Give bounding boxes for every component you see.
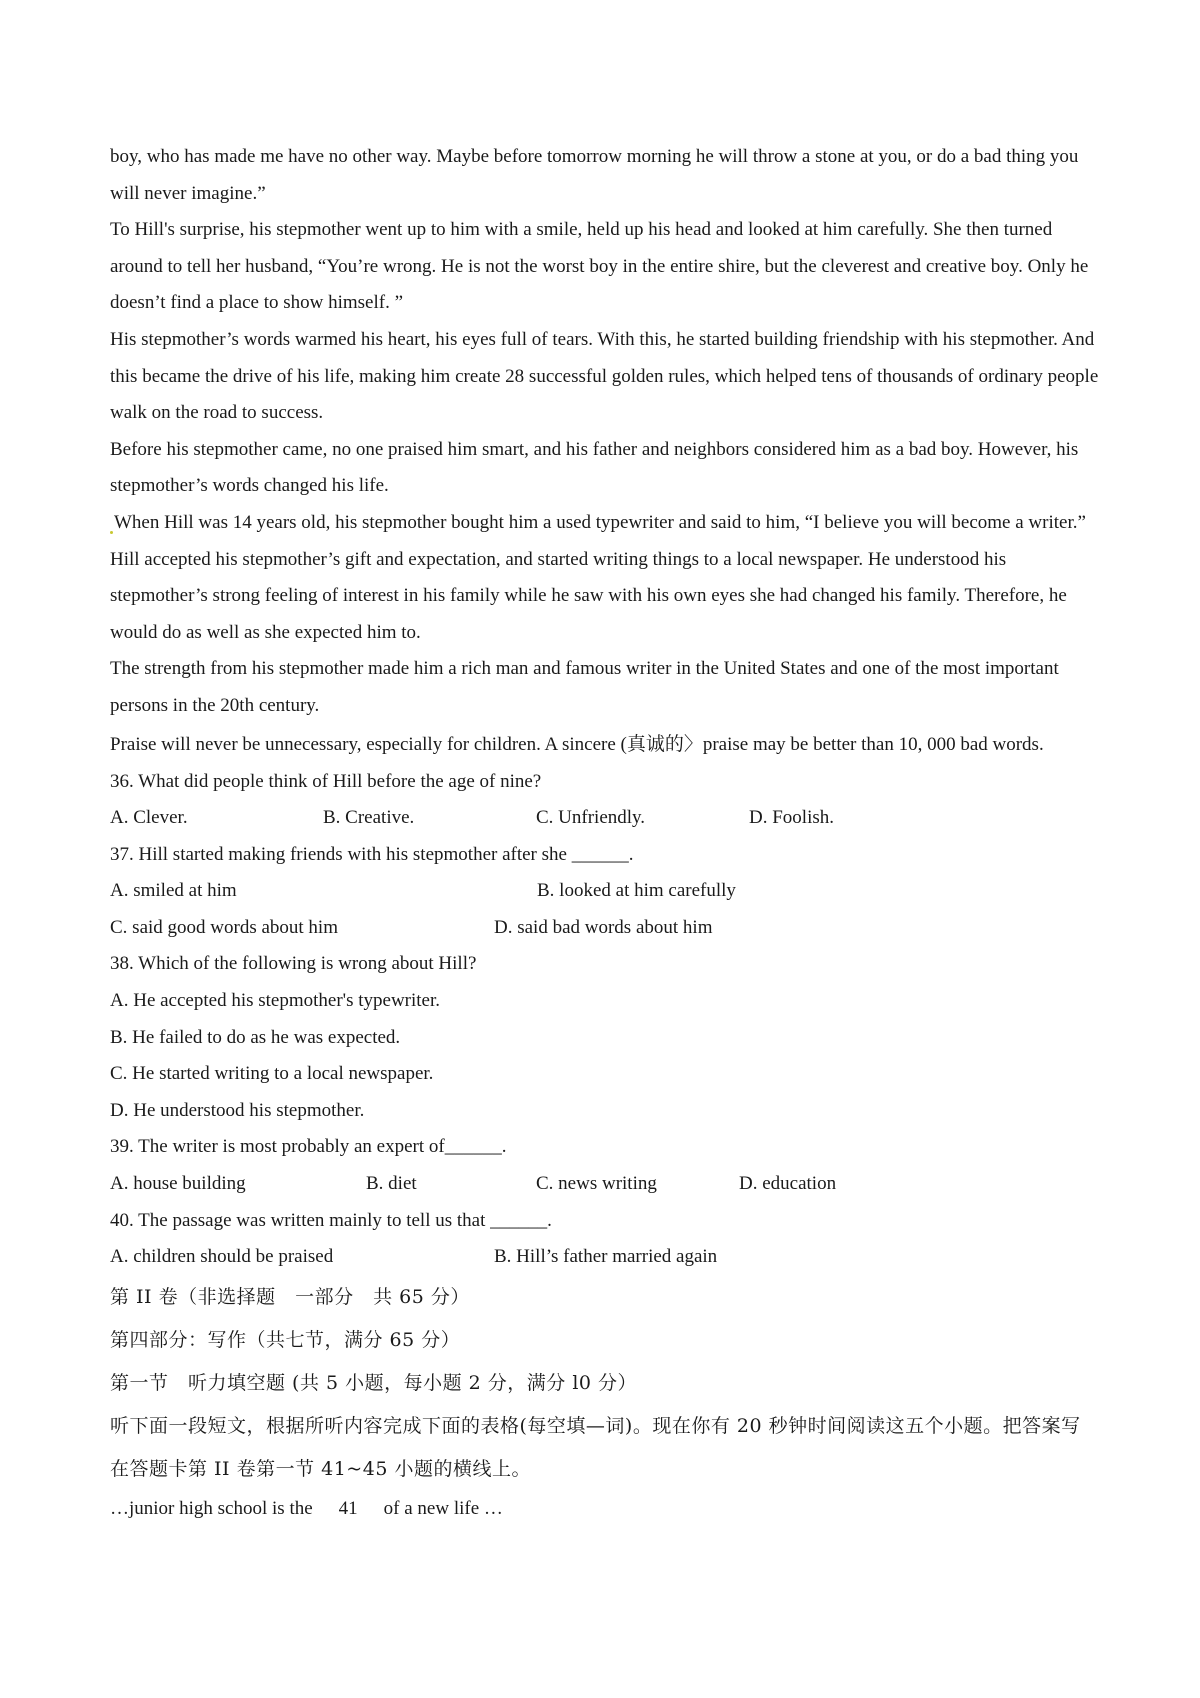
option-38-a[interactable]: A. He accepted his stepmother's typewriter. — [110, 990, 441, 1012]
page-content — [110, 139, 1100, 1527]
option-36-a[interactable]: A. Clever. — [110, 807, 188, 829]
option-40-a[interactable]: A. children should be praised — [110, 1246, 334, 1268]
question-36-options — [110, 800, 1100, 837]
question-40-options — [110, 1239, 1100, 1276]
fill-after-text: of a new life … — [383, 1497, 503, 1519]
option-38-b[interactable]: B. He failed to do as he was expected. — [110, 1026, 401, 1048]
question-37-options-row-2 — [110, 910, 1100, 947]
option-38-d[interactable]: D. He understood his stepmother. — [110, 1099, 365, 1121]
passage-paragraph-5-text: When Hill was 14 years old, his stepmother bought him a used typewriter and said to him, “I believe you will become a writer.” Hill accepted his stepmother’s gift and expectation, and started writing things to a local newspaper. He understood his stepmother’s strong feeling of interest in his family while he saw with his own eyes she had changed his family. Therefore, he would do as well as she expected him to. — [110, 511, 1086, 643]
question-40-stem: 40. The passage was written mainly to tell us that ______. — [110, 1209, 552, 1231]
fill-in-line — [110, 1491, 1100, 1528]
question-39-options — [110, 1166, 1100, 1203]
passage-paragraph-7: Praise will never be unnecessary, especially for children. A sincere (真诚的〉praise may be better than 10, 000 bad words. — [110, 733, 1044, 755]
option-39-d[interactable]: D. education — [739, 1173, 837, 1195]
volume-title: 第 II 卷（非选择题 一部分 共 65 分） — [110, 1285, 470, 1308]
option-40-b[interactable]: B. Hill’s father married again — [494, 1246, 718, 1268]
passage-paragraph-1: boy, who has made me have no other way. Maybe before tomorrow morning he will throw a stone at you, or do a bad thing you will never imagine.” — [110, 146, 1079, 204]
section-title: 第一节 听力填空题 (共 5 小题，每小题 2 分，满分 l0 分） — [110, 1371, 638, 1394]
part-title: 第四部分：写作（共七节，满分 65 分） — [110, 1328, 461, 1351]
option-37-b[interactable]: B. looked at him carefully — [537, 880, 736, 902]
edit-marker-icon — [110, 531, 113, 534]
option-37-a[interactable]: A. smiled at him — [110, 880, 237, 902]
option-38-c[interactable]: C. He started writing to a local newspaper. — [110, 1063, 434, 1085]
passage-paragraph-2: To Hill's surprise, his stepmother went up to him with a smile, held up his head and looked at him carefully. She then turned around to tell her husband, “You’re wrong. He is not the worst boy in the entire shire, but the cleverest and creative boy. Only he doesn’t find a place to show himself. ” — [110, 219, 1089, 314]
question-36-stem: 36. What did people think of Hill before the age of nine? — [110, 770, 542, 792]
question-37-stem: 37. Hill started making friends with his stepmother after she ______. — [110, 843, 634, 865]
passage-paragraph-6: The strength from his stepmother made him a rich man and famous writer in the United States and one of the most important persons in the 20th century. — [110, 658, 1059, 716]
option-36-b[interactable]: B. Creative. — [323, 807, 415, 829]
fill-before-text: …junior high school is the — [110, 1497, 313, 1519]
question-37-options-row-1 — [110, 873, 1100, 910]
option-39-b[interactable]: B. diet — [366, 1173, 417, 1195]
blank-41[interactable]: 41 — [338, 1497, 358, 1519]
option-36-c[interactable]: C. Unfriendly. — [536, 807, 646, 829]
option-36-d[interactable]: D. Foolish. — [749, 807, 834, 829]
option-37-c[interactable]: C. said good words about him — [110, 916, 338, 938]
option-39-a[interactable]: A. house building — [110, 1173, 246, 1195]
option-37-d[interactable]: D. said bad words about him — [494, 916, 713, 938]
passage-paragraph-4: Before his stepmother came, no one praised him smart, and his father and neighbors considered him as a bad boy. However, his stepmother’s words changed his life. — [110, 438, 1079, 497]
listening-instructions: 听下面一段短文，根据所听内容完成下面的表格(每空填—词)。现在你有 20 秒钟时间阅读这五个小题。把答案写在答题卡第 II 卷第一节 41~45 小题的横线上。 — [110, 1414, 1081, 1480]
question-39-stem: 39. The writer is most probably an expert of______. — [110, 1136, 507, 1158]
passage-paragraph-3: His stepmother’s words warmed his heart, his eyes full of tears. With this, he started building friendship with his stepmother. And this became the drive of his life, making him create 28 successful golden rules, which helped tens of thousands of ordinary people walk on the road to success. — [110, 328, 1099, 424]
question-38-stem: 38. Which of the following is wrong about Hill? — [110, 953, 477, 975]
passage-paragraph-5 — [110, 505, 1100, 651]
option-39-c[interactable]: C. news writing — [536, 1173, 657, 1195]
